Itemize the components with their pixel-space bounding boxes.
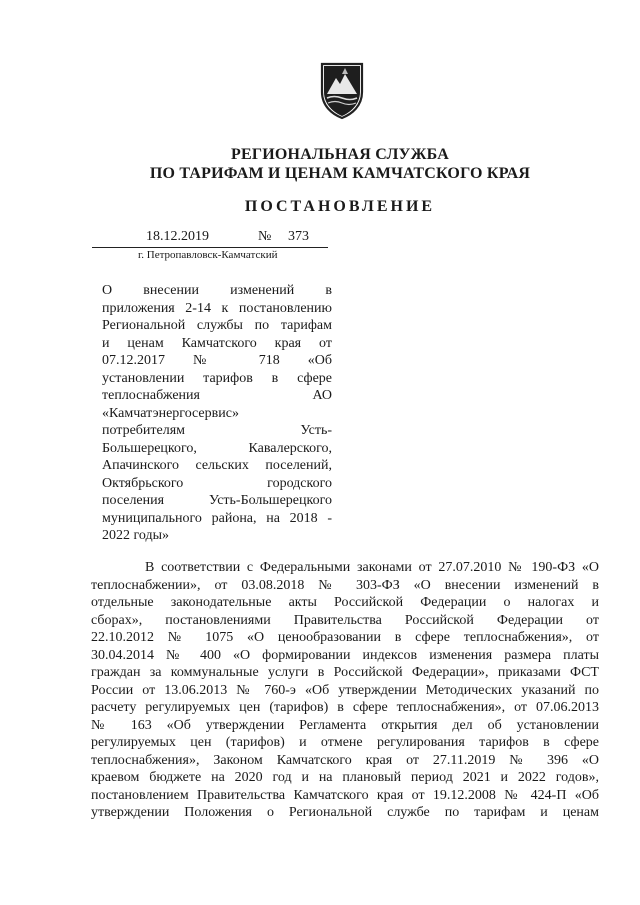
- body-line: регулируемых цен (тарифов) и отмене регулирования тарифов в сфере: [91, 735, 599, 750]
- subject-line: приложения 2-14 к постановлению: [102, 300, 332, 316]
- body-line: постановлением Правительства Камчатского края от 19.12.2008 № 424-П «Об: [91, 787, 599, 803]
- document-number: 373: [288, 229, 309, 244]
- subject-line: «Камчатэнергосервис»: [102, 405, 239, 421]
- body-line: В соответствии с Федеральными законами от 27.07.2010 № 190-ФЗ «О: [145, 560, 599, 575]
- subject-line: и ценам Камчатского края от: [102, 335, 332, 351]
- city-name: г. Петропавловск-Камчатский: [138, 249, 278, 261]
- body-line: теплоснабжения», Законом Камчатского края от 27.11.2019 № 396 «О: [91, 752, 599, 768]
- number-label: №: [258, 229, 272, 244]
- kamchatka-coat-of-arms-icon: [318, 58, 366, 120]
- document-type: ПОСТАНОВЛЕНИЕ: [244, 198, 436, 215]
- body-line: граждан за коммунальные услуги в Российской Федерации», приказами ФСТ: [91, 665, 599, 680]
- body-line: отдельные законодательные акты Российской Федерации о налогах и: [91, 595, 599, 610]
- subject-line: Региональной службы по тарифам: [102, 318, 332, 333]
- org-title-line2: ПО ТАРИФАМ И ЦЕНАМ КАМЧАТСКОГО КРАЯ: [149, 165, 531, 182]
- subject-line: О внесении изменений в: [102, 283, 332, 298]
- subject-line: 2022 годы»: [102, 528, 170, 543]
- date-number-line: [92, 229, 328, 248]
- subject-line: установлении тарифов в сфере: [102, 370, 332, 386]
- body-line: 22.10.2012 № 1075 «О ценообразовании в сфере теплоснабжения», от: [91, 630, 599, 645]
- subject-line: поселения Усть-Большерецкого: [102, 493, 332, 508]
- subject-line: потребителям Усть-: [102, 423, 332, 438]
- org-title-line1: РЕГИОНАЛЬНАЯ СЛУЖБА: [231, 146, 449, 163]
- body-line: расчету регулируемых цен (тарифов) в сфере теплоснабжения», от 07.06.2013: [91, 700, 599, 715]
- body-line: теплоснабжении», от 03.08.2018 № 303-ФЗ «О внесении изменений в: [91, 577, 599, 593]
- body-line: краевом бюджете на 2020 год и на плановый период 2021 и 2022 годов»,: [91, 770, 599, 785]
- subject-line: Октябрьского городского: [102, 475, 332, 491]
- subject-line: 07.12.2017 № 718 «Об: [102, 353, 332, 368]
- document-subject: [102, 282, 332, 545]
- body-line: утверждении Положения о Региональной службе по тарифам и ценам: [91, 805, 599, 820]
- body-line: России от 13.06.2013 № 760-э «Об утверждении Методических указаний по: [91, 682, 599, 698]
- body-line: № 163 «Об утверждении Регламента открытия дел об установлении: [91, 717, 599, 733]
- document-date: 18.12.2019: [146, 229, 209, 244]
- subject-line: Большерецкого, Кавалерского,: [102, 440, 332, 456]
- preamble-text: [91, 559, 599, 822]
- subject-line: муниципального района, на 2018 -: [102, 510, 332, 526]
- subject-line: Апачинского сельских поселений,: [102, 458, 332, 473]
- body-line: сборах», постановлениями Правительства Российской Федерации от: [91, 612, 599, 628]
- body-line: 30.04.2014 № 400 «О формировании индексов изменения размера платы: [91, 647, 599, 663]
- subject-line: теплоснабжения АО: [102, 388, 332, 403]
